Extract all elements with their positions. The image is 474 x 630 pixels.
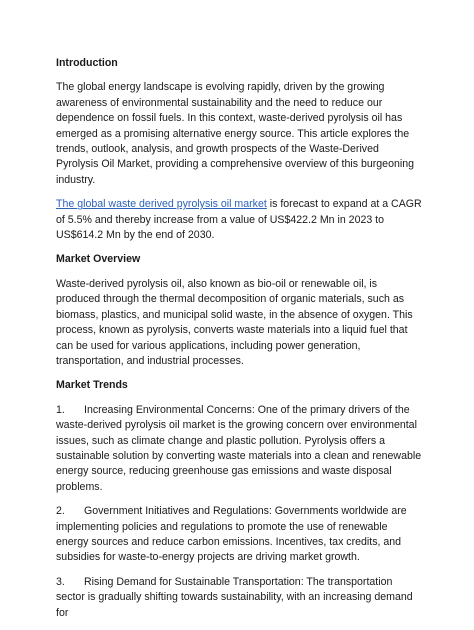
document-page	[56, 56, 422, 630]
introduction-heading: Introduction	[56, 57, 118, 69]
market-trends-heading: Market Trends	[56, 379, 128, 392]
trend-item-3	[56, 575, 422, 621]
trend-text: Government Initiatives and Regulations: Governments worldwide are implementing policies and regulations to promote the use of renewable energy sources and reduce carbon emissions. Incentives, tax credits, and subsidies for waste-to-energy projects are driving market growth.	[56, 505, 407, 564]
trend-number: 1.	[56, 403, 65, 416]
market-report-link[interactable]: The global waste derived pyrolysis oil market	[56, 198, 267, 211]
forecast-paragraph	[56, 197, 422, 243]
introduction-paragraph: The global energy landscape is evolving rapidly, driven by the growing awareness of environmental sustainability and the need to reduce our dependence on fossil fuels. In this context, waste-derived pyrolysis oil has emerged as a promising alternative energy source. This article explores the trends, outlook, analysis, and growth prospects of the Waste-Derived Pyrolysis Oil Market, providing a comprehensive overview of this burgeoning industry.	[56, 81, 414, 186]
trend-number: 3.	[56, 575, 65, 588]
trend-item-2	[56, 504, 422, 566]
trend-text: Rising Demand for Sustainable Transportation: The transportation sector is gradually shifting towards sustainability, with an increasing demand for	[56, 575, 413, 619]
trend-number: 2.	[56, 505, 65, 518]
trend-text: Increasing Environmental Concerns: One of the primary drivers of the waste-derived pyrolysis oil market is the growing concern over environmental issues, such as climate change and plastic pollution. Pyrolysis offers a sustainable solution by converting waste materials into a clean and renewable energy source, reducing greenhouse gas emissions and waste disposal problems.	[56, 403, 422, 493]
market-overview-heading: Market Overview	[56, 253, 141, 266]
market-overview-paragraph: Waste-derived pyrolysis oil, also known as bio-oil or renewable oil, is produced through the thermal decomposition of organic materials, such as biomass, plastics, and municipal solid waste, in the absence of oxygen. This process, known as pyrolysis, converts waste materials into a liquid fuel that can be used for various applications, including power generation, transportation, and industrial processes.	[56, 277, 413, 367]
forecast-text: is forecast to expand at a CAGR of 5.5% and thereby increase from a value of US$422.2 Mn in 2023 to US$614.2 Mn by the end of 2030.	[56, 198, 422, 242]
trend-item-1	[56, 403, 422, 495]
